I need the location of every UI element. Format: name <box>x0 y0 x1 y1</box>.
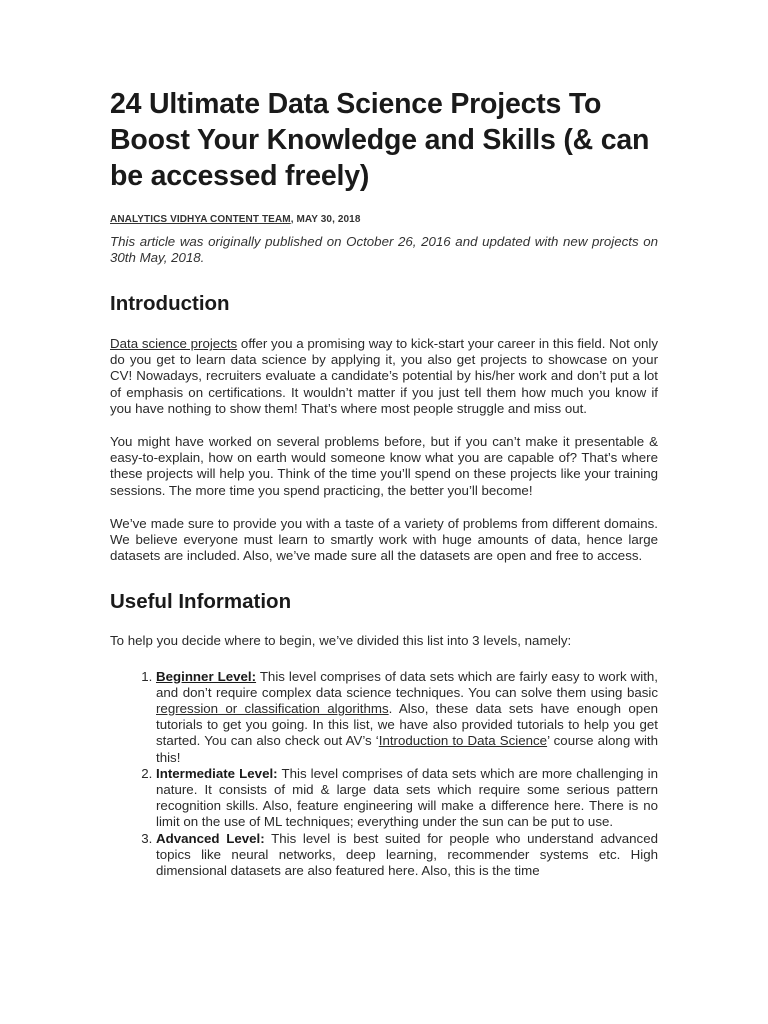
list-item-intermediate <box>156 766 658 831</box>
beginner-text-b: . Also, these data sets have enough open tutorials to get you going. In this list, we have also provided tutorials to help you get started. You can also check out AV’s ‘ <box>156 701 658 749</box>
article <box>110 86 658 879</box>
publish-date: , MAY 30, 2018 <box>290 214 361 225</box>
intro-paragraph-1 <box>110 336 658 417</box>
intro-paragraph-3: We’ve made sure to provide you with a taste of a variety of problems from different domains. We believe everyone must learn to smartly work with huge amounts of data, hence large datasets are included. Also, we’ve made sure all the datasets are open and free to access. <box>110 515 658 564</box>
beginner-text-a: This level comprises of data sets which are fairly easy to work with, and don’t require complex data science techniques. You can solve them using basic <box>156 668 658 700</box>
useful-information-heading: Useful Information <box>110 590 292 614</box>
update-note: This article was originally published on October 26, 2016 and updated with new projects on 30th May, 2018. <box>110 234 658 265</box>
advanced-text: This level is best suited for people who understand advanced topics like neural networks, deep learning, recommender systems etc. High dimensional datasets are also featured here. Also, this is the time <box>156 830 658 879</box>
byline <box>110 214 658 225</box>
intermediate-level-title: Intermediate Level: <box>156 765 278 781</box>
list-item-advanced <box>156 831 658 880</box>
author-link[interactable]: ANALYTICS VIDHYA CONTENT TEAM <box>110 214 291 225</box>
intro-to-data-science-link[interactable]: Introduction to Data Science <box>378 733 548 749</box>
beginner-text-c: ’ course along with this! <box>156 733 658 765</box>
intermediate-text: This level comprises of data sets which are more challenging in nature. It consists of mid & large data sets which require some serious pattern recognition skills. Also, feature engineering will make a difference here. There is no limit on the use of ML techniques; everything under the sun can be put to use. <box>156 765 658 830</box>
intro-paragraph-1-text: offer you a promising way to kick-start your career in this field. Not only do you get to learn data science by applying it, you also get projects to showcase on your CV! Nowadays, recruiters evaluate a candidate’s potential by his/her work and don’t put a lot of emphasis on certifications. It wouldn’t matter if you just tell them how much you know if you have nothing to show them! That’s where most people struggle and miss out. <box>110 336 658 416</box>
article-title: 24 Ultimate Data Science Projects To Boost Your Knowledge and Skills (& can be accessed freely) <box>110 88 650 192</box>
regression-classification-link[interactable]: regression or classification algorithms <box>156 701 389 717</box>
data-science-projects-link[interactable]: Data science projects <box>110 336 238 351</box>
intro-paragraph-2: You might have worked on several problems before, but if you can’t make it presentable & easy-to-explain, how on earth would someone know what you are capable of? That’s where these projects will help you. Think of the time you’ll spend on these projects like your training sessions. The more time you spend practicing, the better you’ll become! <box>110 434 658 498</box>
list-item-beginner <box>156 669 658 766</box>
advanced-level-title: Advanced Level: <box>156 830 265 846</box>
levels-intro: To help you decide where to begin, we’ve divided this list into 3 levels, namely: <box>110 633 572 649</box>
levels-list <box>110 669 658 880</box>
beginner-level-title: Beginner Level: <box>156 668 257 684</box>
introduction-heading: Introduction <box>110 292 230 315</box>
